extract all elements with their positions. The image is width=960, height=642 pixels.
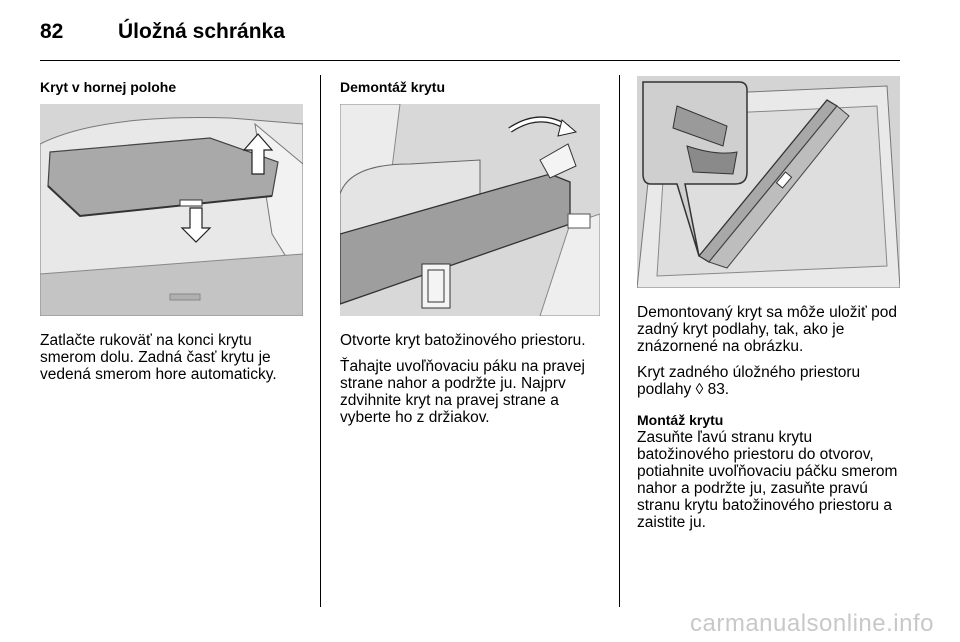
cover-stored-illustration — [637, 76, 900, 288]
col1-text — [40, 332, 310, 392]
col3-text — [637, 304, 905, 540]
subheading-installation: Montáž krytu — [637, 412, 724, 428]
cover-upper-illustration — [40, 104, 303, 316]
header-rule — [40, 60, 900, 61]
col3-paragraph-3: Zasuňte ľavú stranu krytu batožinového priestoru do otvorov, potiahnite uvoľňovaciu páčku smerom nahor a podržte ju, zasuňte pravú stranu krytu batožinového priestoru a zaistite ju. — [637, 429, 898, 531]
page-title: Úložná schránka — [118, 20, 285, 43]
section-heading-upper-position: Kryt v hornej polohe — [40, 79, 177, 95]
watermark: carmanualsonline.info — [690, 610, 934, 637]
cover-removal-illustration — [340, 104, 600, 316]
col1-paragraph-1: Zatlačte rukoväť na konci krytu smerom dolu. Zadná časť krytu je vedená smerom hore automaticky. — [40, 332, 277, 383]
col3-paragraph-2: Kryt zadného úložného priestoru podlahy ◊ 83. — [637, 364, 861, 398]
col3-paragraph-1: Demontovaný kryt sa môže uložiť pod zadný kryt podlahy, tak, ako je znázornené na obrázku. — [637, 304, 897, 355]
figure-cover-stored — [637, 76, 900, 288]
col2-paragraph-2: Ťahajte uvoľňovaciu páku na pravej strane nahor a podržte ju. Najprv zdvihnite kryt na pravej strane a vyberte ho z držiakov. — [340, 358, 585, 426]
column-divider-1 — [320, 75, 321, 607]
figure-cover-removal — [340, 104, 600, 316]
figure-cover-upper-position — [40, 104, 303, 316]
col2-text — [340, 332, 605, 435]
col2-paragraph-1: Otvorte kryt batožinového priestoru. — [340, 332, 586, 349]
column-divider-2 — [619, 75, 620, 607]
page-number: 82 — [40, 20, 64, 43]
section-heading-removal: Demontáž krytu — [340, 79, 446, 95]
